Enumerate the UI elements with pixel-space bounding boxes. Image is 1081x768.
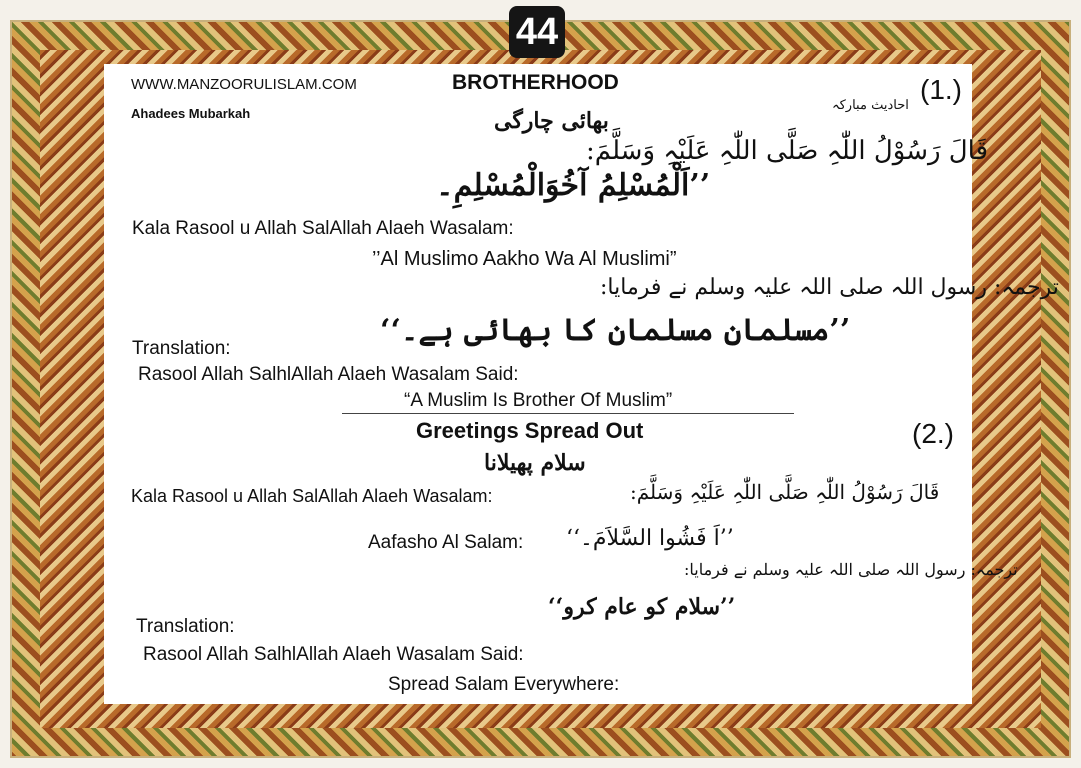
section2-translit-intro: Kala Rasool u Allah SalAllah Alaeh Wasalam: [131,486,493,506]
section2-translit-hadith: Aafasho Al Salam: [368,532,524,553]
section2-translation-label: Translation: [136,616,235,637]
section1-arabic-hadith: ’’اَلْمُسْلِمُ آخُوَالْمُسْلِمِ۔ [436,168,711,203]
section1-translation-label: Translation: [132,338,231,359]
section1-arabic-intro: قَالَ رَسُوْلُ اللّٰہِ صَلَّی اللّٰہِ عَلَیْہِ وَسَلَّمَ: [586,136,989,166]
section1-translation-intro: Rasool Allah SalhlAllah Alaeh Wasalam Said: [138,364,519,385]
section2-urdu-translation: ’’سلام کو عام کرو‘‘ [548,594,736,620]
section1-urdu-translation: ’’مسلمان مسلمان کا بھائی ہے۔‘‘ [380,313,851,348]
section1-translit-hadith: ’’Al Muslimo Aakho Wa Al Muslimi” [372,248,677,270]
site-url: WWW.MANZOORULISLAM.COM [131,76,357,93]
section1-title: BROTHERHOOD [452,71,619,94]
section2-number: (2.) [912,418,954,449]
section2-title-urdu: سلام پھیلانا [484,450,586,476]
page-number-badge: 44 [509,6,565,58]
section2-arabic-intro: قَالَ رَسُوْلُ اللّٰہِ صَلَّی اللّٰہِ عَلَیْہِ وَسَلَّمَ: [630,480,940,504]
category-label-urdu: احادیث مبارکہ [832,98,909,113]
section1-title-urdu: بھائی چارگی [494,108,609,134]
section2-translation-intro: Rasool Allah SalhlAllah Alaeh Wasalam Said: [143,644,524,665]
section2-arabic-hadith: ’’اَ فَشُوا السَّلاَمَ۔‘‘ [566,526,734,551]
section1-number: (1.) [920,74,962,105]
section-divider [342,413,794,414]
section1-urdu-translation-intro: ترجمہ: رسول اللہ صلی اللہ علیہ وسلم نے فرمایا: [600,275,1059,300]
section2-urdu-translation-intro: ترجمہ: رسول اللہ صلی اللہ علیہ وسلم نے فرمایا: [684,560,1018,579]
section1-translation-text: “A Muslim Is Brother Of Muslim” [404,390,673,411]
section1-translit-intro: Kala Rasool u Allah SalAllah Alaeh Wasalam: [132,218,514,239]
section2-translation-text: Spread Salam Everywhere: [388,674,620,695]
category-label: Ahadees Mubarkah [131,106,251,121]
section2-title: Greetings Spread Out [416,418,644,443]
